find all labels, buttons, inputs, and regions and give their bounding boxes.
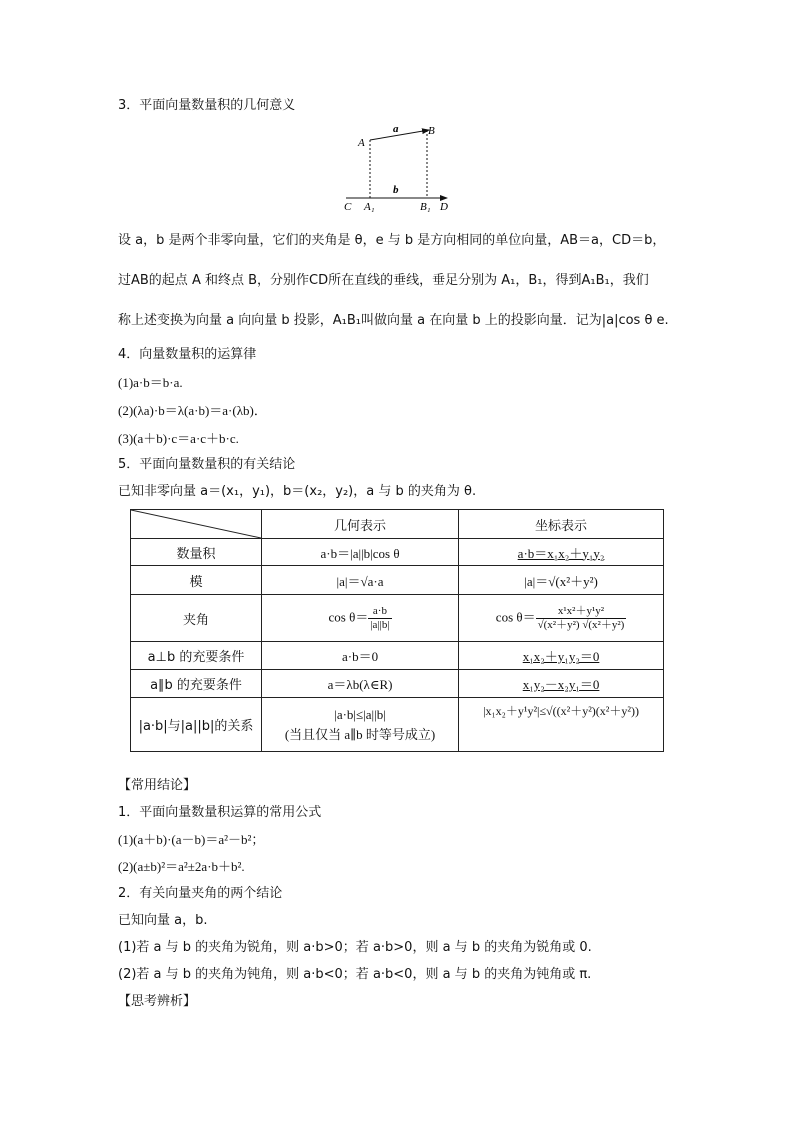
label-A1: A₁ <box>364 201 375 213</box>
row-label: a∥b 的充要条件 <box>131 670 262 698</box>
table-row <box>131 670 664 698</box>
label-C: C <box>344 201 352 213</box>
coord-fraction <box>536 605 627 632</box>
known-vectors: 已知非零向量 a＝(x₁，y₁)，b＝(x₂，y₂)，a 与 b 的夹角为 θ. <box>118 484 477 499</box>
row-label: a⊥b 的充要条件 <box>131 642 262 670</box>
law-1: (1)a·b＝b·a. <box>118 375 183 390</box>
think-analysis-title: 【思考辨析】 <box>118 994 197 1009</box>
common-conclusions-title: 【常用结论】 <box>118 778 197 793</box>
coord-cell <box>459 595 664 642</box>
label-D: D <box>440 201 448 213</box>
table-row <box>131 595 664 642</box>
geo-cell: a＝λb(λ∈R) <box>262 670 459 698</box>
label-a: a <box>393 123 399 135</box>
table-row <box>131 566 664 595</box>
conclusion-2-item-2: (2)若 a 与 b 的夹角为钝角，则 a·b<0；若 a·b<0，则 a 与 b 的夹角为钝角或 π. <box>118 967 592 982</box>
section-3-title: 3．平面向量数量积的几何意义 <box>118 98 296 113</box>
coord-numerator: x¹x²＋y¹y² <box>536 605 627 619</box>
geo-denominator: |a||b| <box>370 618 390 631</box>
row-label: 模 <box>131 566 262 595</box>
coord-cell: x₁x₂＋y₁y₂＝0 <box>459 642 664 670</box>
conclusion-1-title: 1．平面向量数量积运算的常用公式 <box>118 805 322 820</box>
row-label: 夹角 <box>131 595 262 642</box>
conclusion-2-known: 已知向量 a，b. <box>118 913 208 928</box>
coord-cell: |x₁x₂＋y¹y²|≤√((x²＋y²)(x²＋y²)) <box>459 698 664 752</box>
header-coordinate: 坐标表示 <box>459 510 664 539</box>
geo-cell <box>262 595 459 642</box>
table-row <box>131 698 664 752</box>
paragraph-line-2: 过AB的起点 A 和终点 B，分别作CD所在直线的垂线，垂足分别为 A₁，B₁，得到A₁B₁，我们 <box>118 273 649 288</box>
coord-denominator: √(x²＋y²) √(x²＋y²) <box>537 618 625 631</box>
table-row <box>131 642 664 670</box>
label-B1: B₁ <box>420 201 431 213</box>
vector-a-arrow <box>370 130 429 140</box>
geo-cell <box>262 698 459 752</box>
conclusion-2-item-1: (1)若 a 与 b 的夹角为锐角，则 a·b>0；若 a·b>0，则 a 与 b 的夹角为锐角或 0. <box>118 940 592 955</box>
diagonal-line <box>131 510 261 538</box>
coord-cell: x₁y₂－x₂y₁＝0 <box>459 670 664 698</box>
label-B: B <box>428 125 435 137</box>
law-2: (2)(λa)·b＝λ(a·b)＝a·(λb)． <box>118 403 267 418</box>
row-label: |a·b|与|a||b|的关系 <box>131 698 262 752</box>
projection-diagram <box>336 120 466 215</box>
label-b: b <box>393 184 399 196</box>
label-A: A <box>358 137 365 149</box>
coord-cell: a·b＝x₁x₂＋y₁y₂ <box>459 539 664 566</box>
section-4-title: 4．向量数量积的运算律 <box>118 347 257 362</box>
law-3: (3)(a＋b)·c＝a·c＋b·c. <box>118 431 239 446</box>
header-geometric: 几何表示 <box>262 510 459 539</box>
geo-inequality: |a·b|≤|a||b| <box>334 706 386 722</box>
results-table <box>130 509 664 752</box>
geo-equality-note: (当且仅当 a∥b 时等号成立) <box>284 726 436 742</box>
formula-1: (1)(a＋b)·(a－b)＝a²－b²； <box>118 832 265 847</box>
paragraph-line-1: 设 a，b 是两个非零向量，它们的夹角是 θ，e 与 b 是方向相同的单位向量，AB＝a，CD＝b， <box>118 233 666 248</box>
conclusion-2-title: 2．有关向量夹角的两个结论 <box>118 886 283 901</box>
section-5-title: 5．平面向量数量积的有关结论 <box>118 457 296 472</box>
formula-2: (2)(a±b)²＝a²±2a·b＋b². <box>118 859 245 874</box>
row-label: 数量积 <box>131 539 262 566</box>
geo-numerator: a·b <box>368 605 391 619</box>
coord-lhs: cos θ＝ <box>495 608 536 624</box>
diagonal-header-cell <box>131 510 262 539</box>
paragraph-line-3: 称上述变换为向量 a 向向量 b 投影，A₁B₁叫做向量 a 在向量 b 上的投影向量．记为|a|cos θ e. <box>118 313 669 328</box>
table-row <box>131 539 664 566</box>
geo-lhs: cos θ＝ <box>328 608 369 624</box>
geo-cell: a·b＝0 <box>262 642 459 670</box>
coord-cell: |a|＝√(x²＋y²) <box>459 566 664 595</box>
table-header-row <box>131 510 664 539</box>
geo-cell: |a|＝√a·a <box>262 566 459 595</box>
geo-fraction <box>368 605 391 632</box>
geo-cell: a·b＝|a||b|cos θ <box>262 539 459 566</box>
